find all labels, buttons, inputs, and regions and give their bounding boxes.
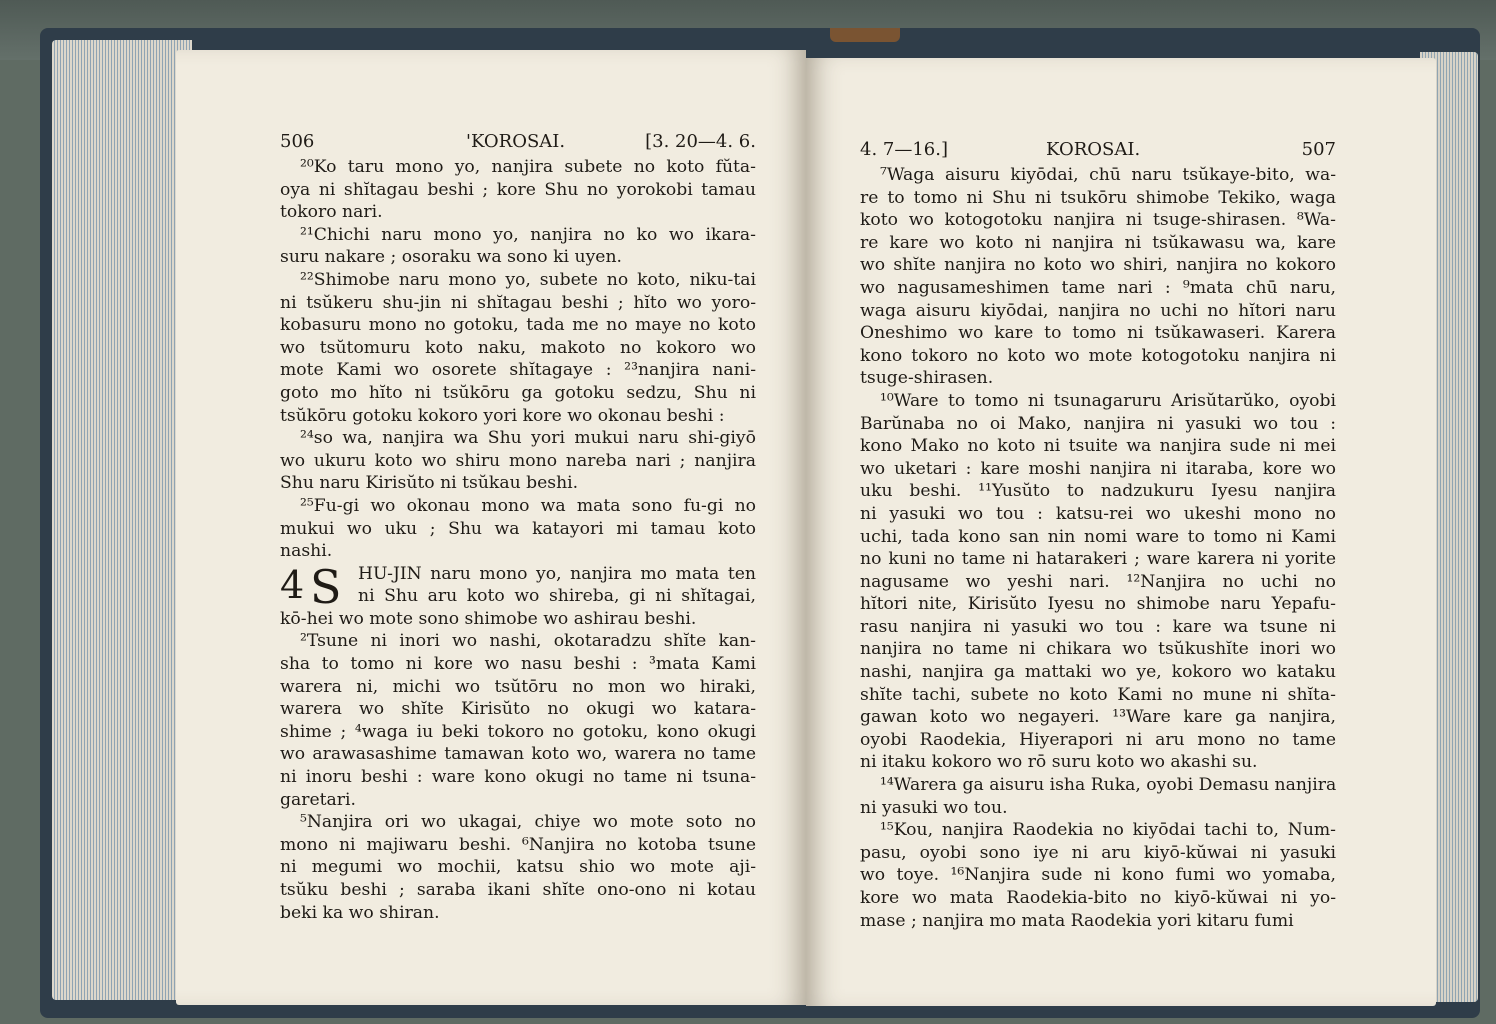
text-line: no kuni no tame ni hatarakeri ; ware karera ni yorite <box>860 549 1336 570</box>
text-line: shime ; ⁴waga iu beki tokoro no gotoku, kono okugi <box>280 721 756 742</box>
text-line: wo nagusameshimen tame nari : ⁹mata chū naru, <box>860 277 1336 298</box>
text-line: suru nakare ; osoraku wa sono ki uyen. <box>280 247 622 268</box>
text-line: warera wo shĭte Kirisŭto no okugi wo katara- <box>280 699 756 720</box>
text-line: ²⁵Fu-gi wo okonau mono wa mata sono fu-gi no <box>300 495 756 516</box>
left-page <box>176 50 806 1005</box>
text-line: nashi, nanjira ga mattaki wo ye, kokoro wo kataku <box>860 662 1336 683</box>
text-line: wo uketari : kare moshi nanjira ni itaraba, kore wo <box>860 458 1336 479</box>
text-line: HU-JIN naru mono yo, nanjira mo mata ten <box>358 563 756 584</box>
text-line: tsuge-shirasen. <box>860 368 994 389</box>
text-line: ²Tsune ni inori wo nashi, okotaradzu shĭte kan- <box>300 631 756 652</box>
text-line: mono ni majiwaru beshi. ⁶Nanjira no kotoba tsune <box>280 834 756 855</box>
text-line: oya ni shĭtagau beshi ; kore Shu no yorokobi tamau <box>280 179 756 200</box>
text-line: kō-hei wo mote sono shimobe wo ashirau beshi. <box>280 608 697 629</box>
page-edges-left <box>52 40 192 1000</box>
text-line: beki ka wo shiran. <box>280 902 440 923</box>
text-line: ¹⁴Warera ga aisuru isha Ruka, oyobi Demasu nanjira <box>880 775 1337 796</box>
text-line: kobasuru mono no gotoku, tada me no maye no koto <box>280 315 756 336</box>
text-line: kono tokoro no koto wo mote kotogotoku nanjira ni <box>860 345 1336 366</box>
right-page-number: 507 <box>1301 139 1336 160</box>
text-line: pasu, oyobi sono iye ni aru kiyō-kŭwai ni yasuki <box>860 842 1336 863</box>
text-line: uku beshi. ¹¹Yusŭto to nadzukuru Iyesu nanjira <box>860 481 1336 502</box>
text-line: tokoro nari. <box>280 202 383 223</box>
text-line: ni yasuki wo tou. <box>860 797 1008 818</box>
text-line: nanjira no tame ni chikara wo tsŭkushĭte inori wo <box>860 639 1336 660</box>
right-running-title: KOROSAI. <box>1046 139 1141 160</box>
text-line: mase ; nanjira mo mata Raodekia yori kitaru fumi <box>860 910 1294 931</box>
text-line: kono Mako no koto ni tsuite wa nanjira sude ni mei <box>860 436 1336 457</box>
drop-initial: S <box>310 559 342 614</box>
text-line: waga aisuru kiyōdai, nanjira no uchi no hĭtori naru <box>860 300 1336 321</box>
left-text-block <box>280 156 756 924</box>
left-page-number: 506 <box>280 131 315 152</box>
right-text-block <box>860 164 1336 932</box>
text-line: re to tomo ni Shu ni tsukōru shimobe Tekiko, waga <box>860 187 1336 208</box>
text-line: ni tsŭkeru shu-jin ni shĭtagau beshi ; hĭto wo yoro- <box>280 292 756 313</box>
text-line: ¹⁵Kou, nanjira Raodekia no kiyōdai tachi to, Num- <box>880 820 1336 841</box>
text-line: ²⁴so wa, nanjira wa Shu yori mukui naru shi-giyō <box>300 428 756 449</box>
text-line: ni itaku kokoro wo rō suru koto wo akashi su. <box>860 752 1258 773</box>
text-line: Oneshimo wo kare to tomo ni tsŭkawaseri. Karera <box>860 323 1336 344</box>
left-running-header <box>280 130 756 154</box>
text-line: wo tsŭtomuru koto naku, makoto no kokoro wo <box>280 337 756 358</box>
text-line: rasu nanjira ni yasuki wo tou : kare wa tsune ni <box>860 616 1336 637</box>
text-line: shĭte tachi, subete no koto Kami no mune ni shĭta- <box>860 684 1336 705</box>
text-line: ²⁰Ko taru mono yo, nanjira subete no koto fŭta- <box>300 157 756 177</box>
text-line: oyobi Raodekia, Hiyerapori ni aru mono no tame <box>860 729 1336 750</box>
text-line: sha to tomo ni kore wo nasu beshi : ³mata Kami <box>280 654 756 675</box>
left-running-title: 'KOROSAI. <box>466 131 566 152</box>
text-line: warera ni, michi wo tsŭtōru no mon wo hiraki, <box>280 676 756 697</box>
text-line: wo arawasashime tamawan koto wo, warera no tame <box>280 744 756 765</box>
text-line: mukui wo uku ; Shu wa katayori mi tamau koto <box>280 518 756 539</box>
text-line: wo ukuru koto wo shiru mono nareba nari ; nanjira <box>280 450 756 471</box>
text-line: ²²Shimobe naru mono yo, subete no koto, niku-tai <box>300 269 756 290</box>
text-line: Shu naru Kirisŭto ni tsŭkau beshi. <box>280 473 579 494</box>
worn-spine <box>830 28 900 42</box>
text-line: goto mo hĭto ni tsŭkōru ga gotoku sedzu, Shu ni <box>280 382 756 403</box>
text-line: wo toye. ¹⁶Nanjira sude ni kono fumi wo yomaba, <box>860 865 1336 886</box>
left-verse-range: [3. 20—4. 6. <box>645 131 756 152</box>
text-line: uchi, tada kono san nin nomi ware to tomo ni Kami <box>860 526 1336 547</box>
text-line: ²¹Chichi naru mono yo, nanjira no ko wo ikara- <box>300 224 756 245</box>
text-line: nagusame wo yeshi nari. ¹²Nanjira no uchi no <box>860 571 1336 592</box>
text-line: hĭtori nite, Kirisŭto Iyesu no shimobe naru Yepafu- <box>860 594 1336 615</box>
text-line: ni Shu aru koto wo shireba, gi ni shĭtagai, <box>358 586 756 607</box>
text-line: ni megumi wo mochii, katsu shio wo mote aji- <box>280 857 756 878</box>
right-page <box>806 58 1436 1006</box>
right-running-header <box>860 138 1336 162</box>
text-line: kore wo mata Raodekia-bito no kiyō-kŭwai ni yo- <box>860 888 1336 908</box>
text-line: re kare wo koto ni nanjira ni tsŭkawasu wa, kare <box>860 232 1336 253</box>
right-verse-range: 4. 7—16.] <box>860 139 948 160</box>
text-line: ¹⁰Ware to tomo ni tsunagaruru Arisŭtarŭko, oyobi <box>880 390 1336 411</box>
chapter-number: 4 <box>280 562 305 607</box>
text-line: ni inoru beshi : ware kono okugi no tame ni tsuna- <box>280 767 756 788</box>
text-line: gawan koto wo negayeri. ¹³Ware kare ga nanjira, <box>860 707 1336 728</box>
text-line: garetari. <box>280 789 356 810</box>
chapter-opening <box>280 559 756 614</box>
text-line: koto wo kotogotoku nanjira ni tsuge-shirasen. ⁸Wa- <box>860 210 1336 231</box>
text-line: Barŭnaba no oi Mako, nanjira ni yasuki wo tou : <box>860 413 1336 434</box>
text-line: ni yasuki wo tou : katsu-rei wo ukeshi mono no <box>860 503 1336 524</box>
text-line: wo shĭte nanjira no koto wo shiri, nanjira no kokoro <box>860 255 1336 276</box>
text-line: ⁵Nanjira ori wo ukagai, chiye wo mote soto no <box>300 812 756 833</box>
text-line: tsŭkōru gotoku kokoro yori kore wo okonau beshi : <box>280 405 725 426</box>
text-line: tsŭku beshi ; saraba ikani shĭte ono-ono ni kotau <box>280 880 756 900</box>
text-line: ⁷Waga aisuru kiyōdai, chū naru tsŭkaye-bito, wa- <box>880 165 1336 185</box>
text-line: nashi. <box>280 541 333 562</box>
text-line: mote Kami wo osorete shĭtagaye : ²³nanjira nani- <box>280 360 756 381</box>
